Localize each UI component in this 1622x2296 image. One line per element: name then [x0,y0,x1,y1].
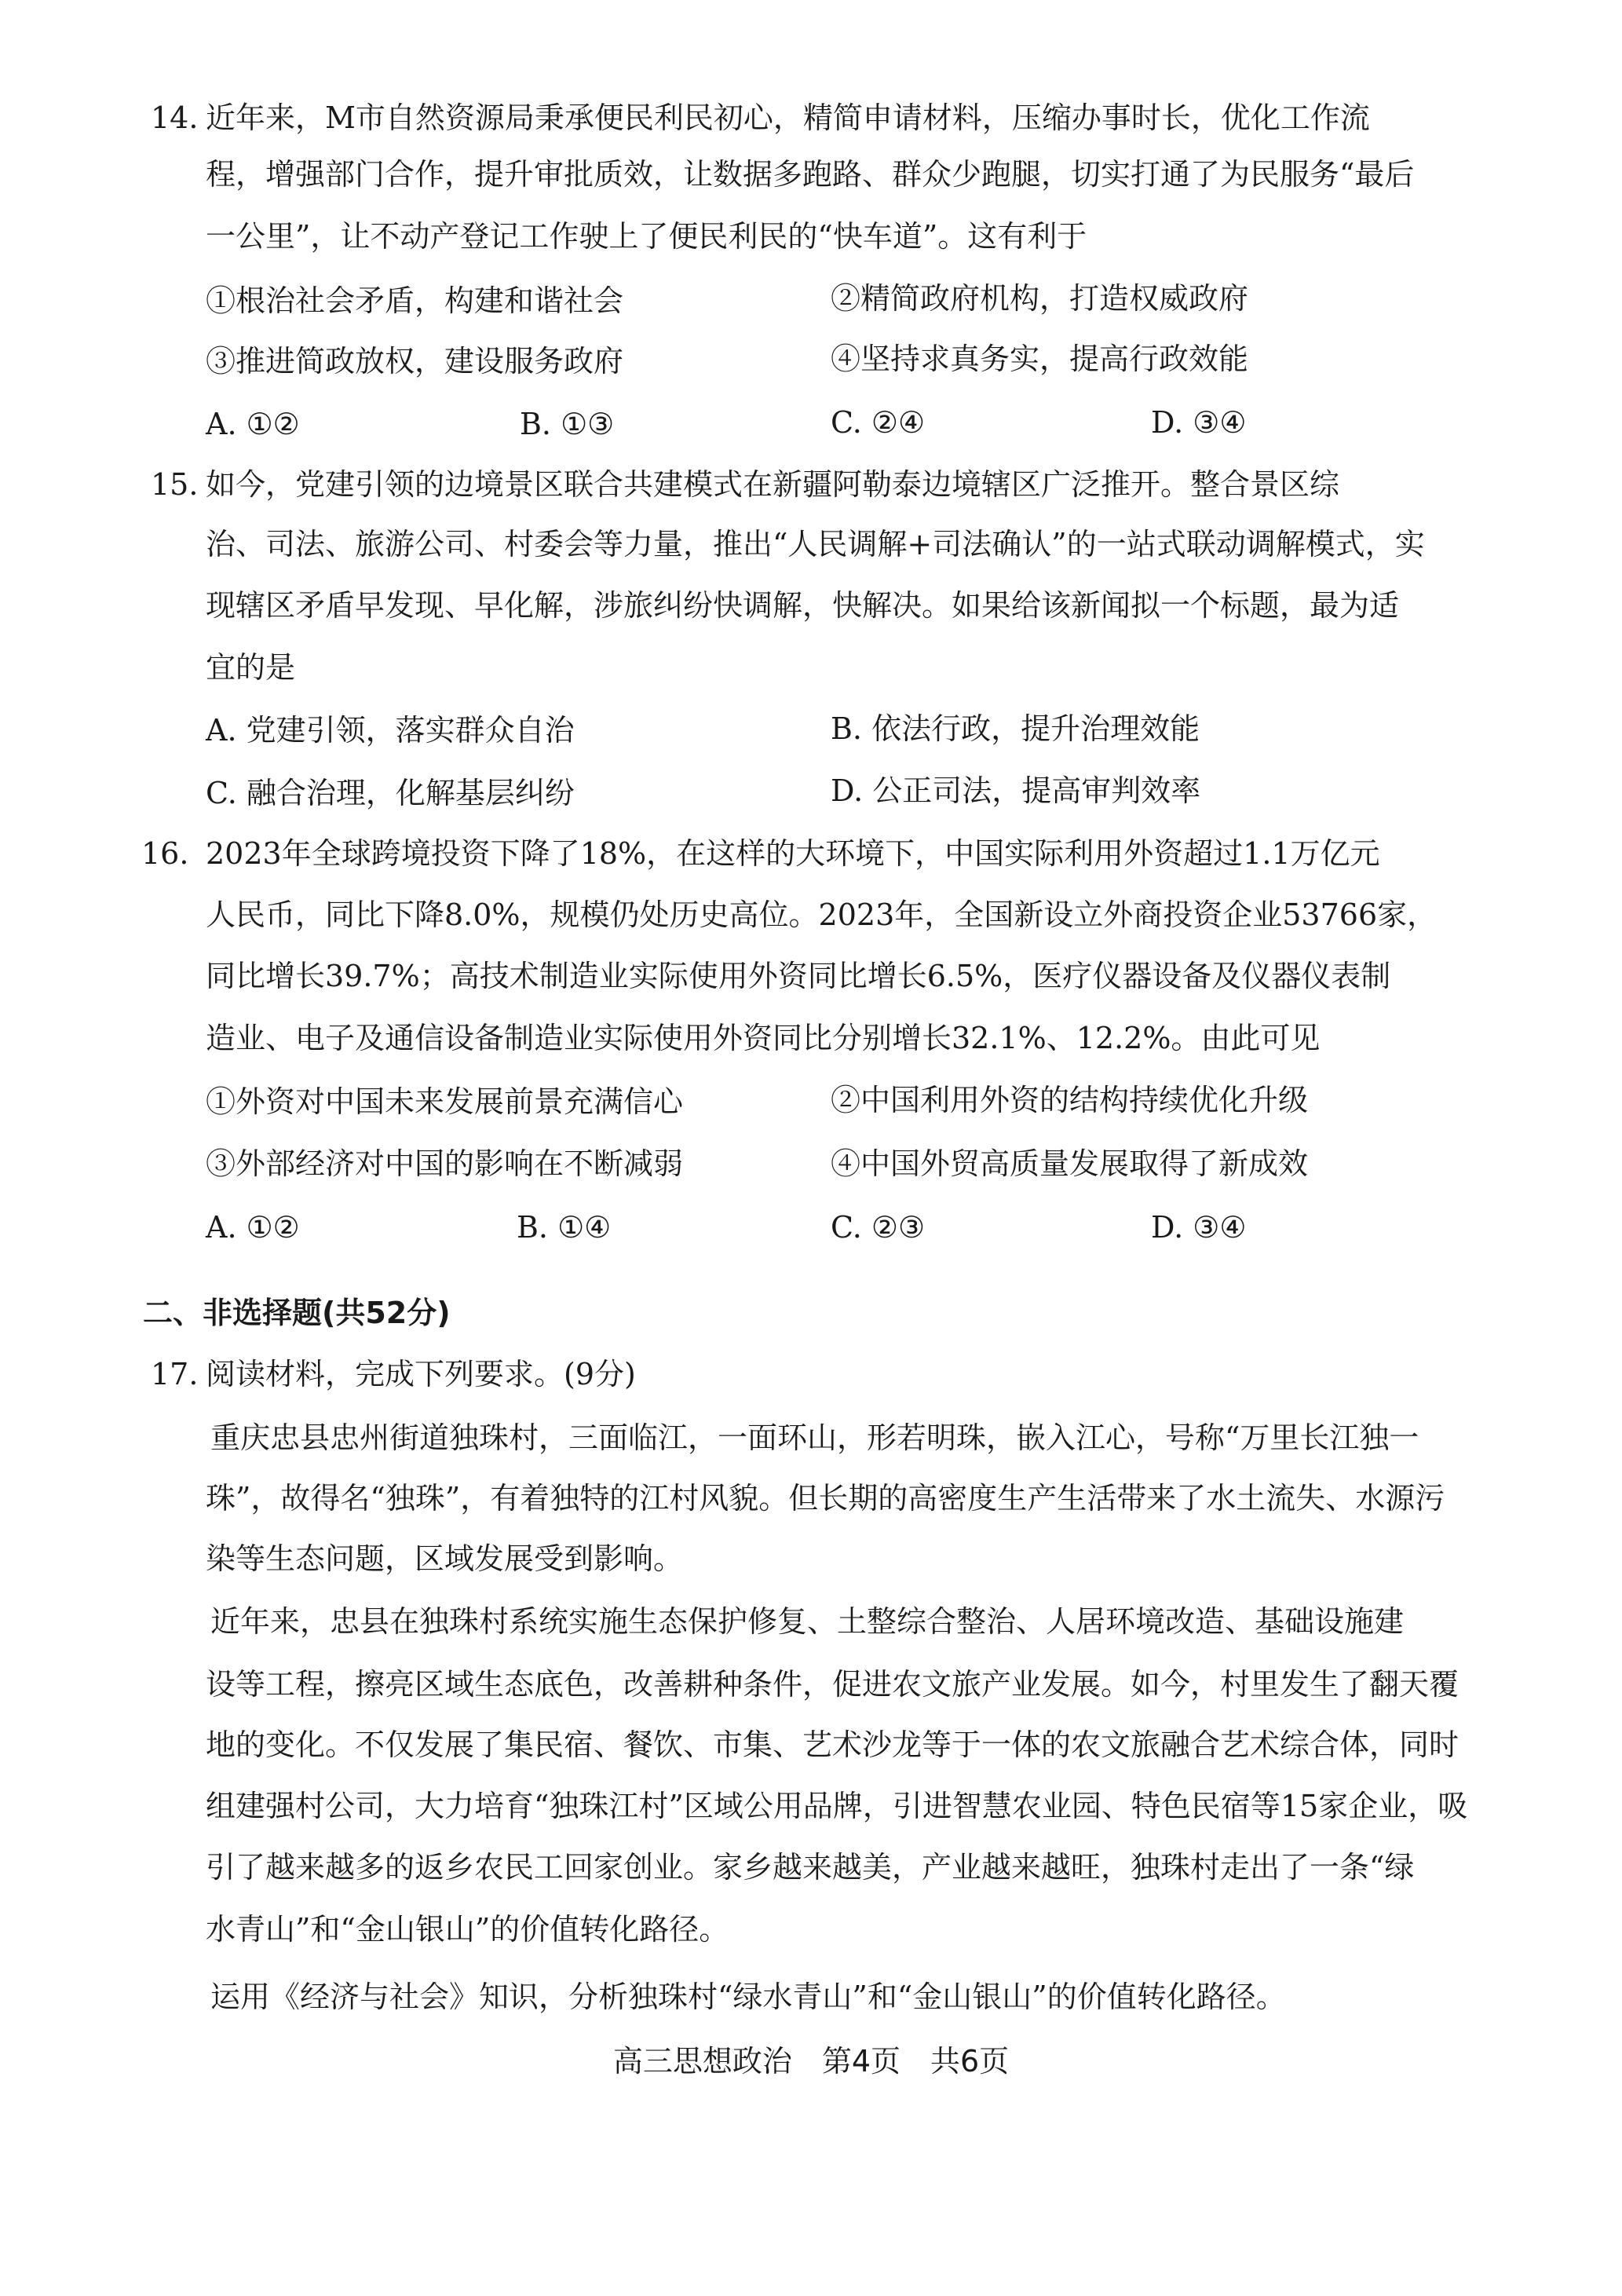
q17-para2-line-4: 组建强村公司，大力培育“独珠江村”区域公用品牌，引进智慧农业园、特色民宿等15家企业，吸 [206,1789,1468,1823]
section-title: 二、非选择题(共52分) [143,1296,451,1330]
q17-number: 17. [151,1357,199,1391]
q17-para2-line-6: 水青山”和“金山银山”的价值转化路径。 [206,1912,729,1947]
q14-option-b: B. ①③ [520,407,615,441]
q17-intro: 阅读材料，完成下列要求。(9分) [206,1357,636,1391]
q15-option-c: C. 融合治理，化解基层纠纷 [206,776,575,810]
page-footer: 高三思想政治 第4页 共6页 [612,2044,1010,2078]
q16-line-4: 造业、电子及通信设备制造业实际使用外资同比分别增长32.1%、12.2%。由此可见 [206,1021,1321,1055]
q16-option-c: C. ②③ [831,1210,926,1245]
q15-line-3: 现辖区矛盾早发现、早化解，涉旅纠纷快调解，快解决。如果给该新闻拟一个标题，最为适 [206,588,1400,623]
q14-statement-2: ②精简政府机构，打造权威政府 [831,281,1249,316]
q14-statement-4: ④坚持求真务实，提高行政效能 [831,342,1249,376]
q15-option-a: A. 党建引领，落实群众自治 [206,713,575,748]
q16-line-2: 人民币，同比下降8.0%，规模仍处历史高位。2023年，全国新设立外商投资企业53766家， [206,898,1438,932]
q17-para2-line-3: 地的变化。不仅发展了集民宿、餐饮、市集、艺术沙龙等于一体的农文旅融合艺术综合体，同时 [206,1727,1459,1762]
q14-line-2: 程，增强部门合作，提升审批质效，让数据多跑路、群众少跑腿，切实打通了为民服务“最后 [206,157,1415,192]
q15-number: 15. [151,467,199,502]
q15-line-4: 宜的是 [206,650,296,685]
q14-statement-3: ③推进简政放权，建设服务政府 [206,344,624,378]
q16-statement-3: ③外部经济对中国的影响在不断减弱 [206,1146,684,1181]
q15-option-d: D. 公正司法，提高审判效率 [831,773,1201,808]
q17-para1-line-1: 重庆忠县忠州街道独珠村，三面临江，一面环山，形若明珠，嵌入江心，号称“万里长江独一 [210,1420,1419,1455]
q15-line-1: 如今，党建引领的边境景区联合共建模式在新疆阿勒泰边境辖区广泛推开。整合景区综 [206,467,1340,502]
q14-line-3: 一公里”，让不动产登记工作驶上了便民利民的“快车道”。这有利于 [206,219,1087,254]
q14-number: 14. [151,101,199,135]
q14-option-a: A. ①② [206,407,300,441]
q14-statement-1: ①根治社会矛盾，构建和谐社会 [206,283,624,318]
q16-option-b: B. ①④ [517,1210,612,1245]
q16-statement-4: ④中国外贸高质量发展取得了新成效 [831,1146,1309,1181]
q17-para1-line-3: 染等生态问题，区域发展受到影响。 [206,1541,684,1576]
q15-option-b: B. 依法行政，提升治理效能 [831,711,1200,746]
q17-para1-line-2: 珠”，故得名“独珠”，有着独特的江村风貌。但长期的高密度生产生活带来了水土流失、水源污 [206,1481,1445,1515]
q14-option-d: D. ③④ [1151,405,1247,440]
q17-para2-line-5: 引了越来越多的返乡农民工回家创业。家乡越来越美，产业越来越旺，独珠村走出了一条“绿 [206,1850,1415,1885]
q16-option-d: D. ③④ [1151,1210,1247,1245]
q16-line-1: 2023年全球跨境投资下降了18%，在这样的大环境下，中国实际利用外资超过1.1万亿元 [206,836,1380,871]
q16-statement-1: ①外资对中国未来发展前景充满信心 [206,1084,684,1119]
q16-line-3: 同比增长39.7%；高技术制造业实际使用外资同比增长6.5%，医疗仪器设备及仪器仪表制 [206,959,1391,993]
q16-number: 16. [141,836,189,871]
q14-line-1: 近年来，M市自然资源局秉承便民利民初心，精简申请材料，压缩办事时长，优化工作流 [206,101,1370,135]
q17-para2-line-1: 近年来，忠县在独珠村系统实施生态保护修复、土整综合整治、人居环境改造、基础设施建 [210,1604,1405,1639]
q17-task: 运用《经济与社会》知识，分析独珠村“绿水青山”和“金山银山”的价值转化路径。 [210,1980,1286,2014]
q15-line-2: 治、司法、旅游公司、村委会等力量，推出“人民调解+司法确认”的一站式联动调解模式，实 [206,527,1425,561]
q14-option-c: C. ②④ [831,405,926,440]
q16-option-a: A. ①② [206,1210,300,1245]
q17-para2-line-2: 设等工程，擦亮区域生态底色，改善耕种条件，促进农文旅产业发展。如今，村里发生了翻天覆 [206,1667,1459,1702]
q16-statement-2: ②中国利用外资的结构持续优化升级 [831,1083,1309,1117]
